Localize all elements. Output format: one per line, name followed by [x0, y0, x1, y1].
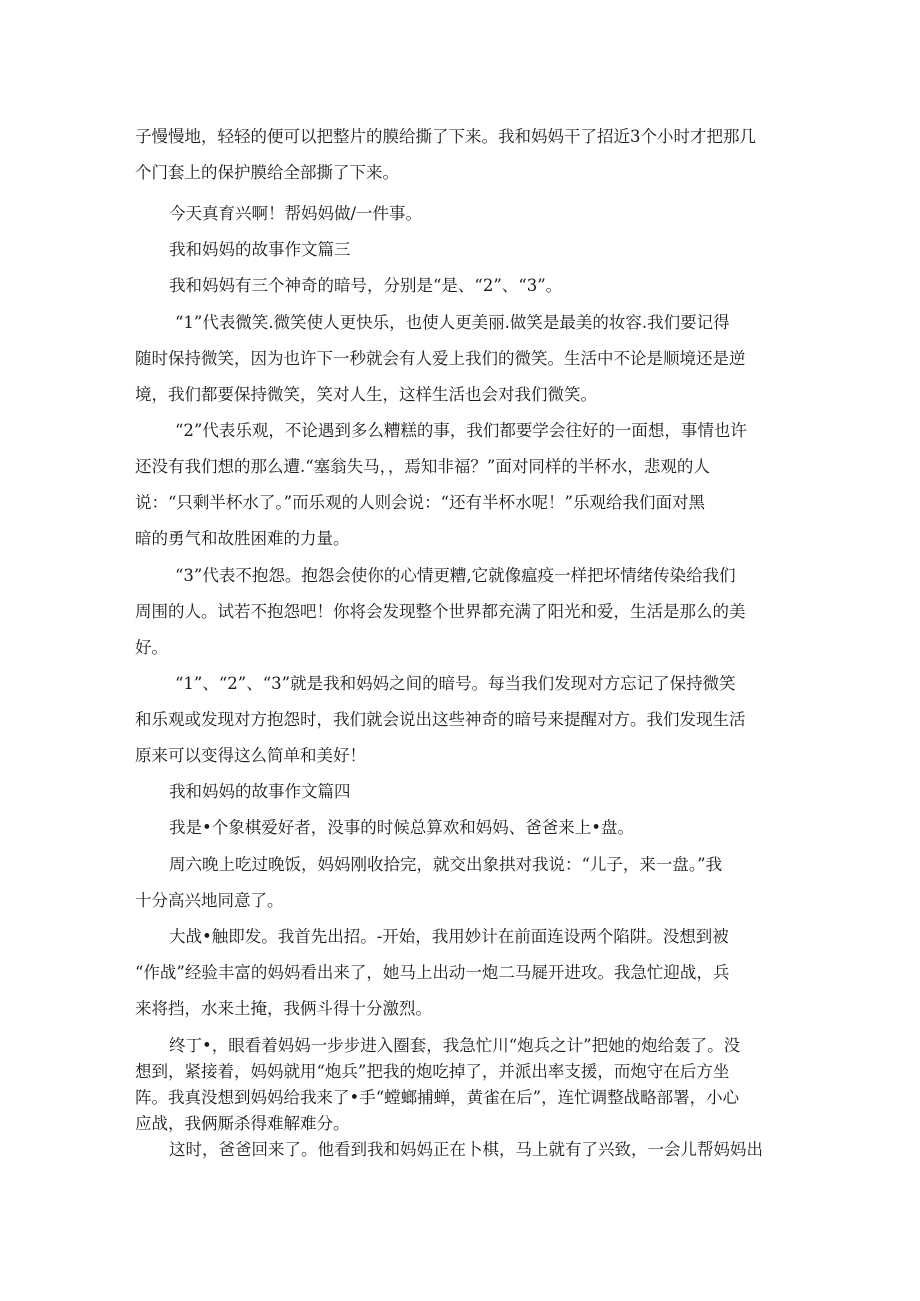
paragraph [135, 1033, 775, 1137]
text-line: 周围的人。试若不抱怨吧！你将会发现整个世界都充满了阳光和爱，生活是那么的美 [135, 602, 746, 621]
paragraph [135, 1132, 775, 1168]
text-line: 大战•触即发。我首先出招。-开始，我用妙计在前面连设两个陷阱。没想到被 [169, 927, 729, 946]
paragraph [135, 847, 775, 919]
text-line: 境，我们都要保持微笑，笑对人生，这样生活也会对我们微笑。 [135, 385, 597, 404]
text-line: 我是•个象棋爱好者，没事的时候总算欢和妈妈、爸爸来上•盘。 [169, 818, 634, 837]
text-line: 阵。我真没想到妈妈给我来了•手“螳螂捕蝉，黄雀在后”，连忙调整战略部署，小心 [135, 1088, 740, 1107]
text-line: “1”代表微笑.微笑使人更快乐，也使人更美丽.做笑是最美的妆容.我们要记得 [175, 313, 730, 332]
text-line: 我和妈妈的故事作文篇三 [169, 240, 351, 259]
paragraph [135, 305, 775, 413]
paragraph [135, 413, 775, 557]
text-line: 子慢慢地，轻轻的便可以把整片的膜给撕了下来。我和妈妈干了招近3个小时才把那几 [135, 127, 756, 146]
text-line: 终丁•，眼看着妈妈一步步进入圈套，我急忙川“炮兵之计”把她的炮给轰了。没 [169, 1036, 741, 1055]
paragraph [135, 119, 775, 191]
text-line: 想到，紧接着，妈妈就用“炮兵”把我的炮吃掉了，并派出率支援，而炮守在后方坐 [135, 1062, 730, 1081]
text-line: 暗的勇气和故胜困难的力量。 [135, 529, 350, 548]
paragraph [135, 810, 775, 846]
text-line: 我和妈妈的故事作文篇四 [169, 782, 351, 801]
text-line: 原来可以变得这么简单和美好！ [135, 746, 366, 765]
paragraph [135, 919, 775, 1027]
paragraph [135, 558, 775, 666]
text-line: 十分高兴地同意了。 [135, 891, 284, 910]
paragraph [135, 196, 775, 232]
paragraph [135, 666, 775, 774]
text-line: “3”代表不抱怨。抱怨会使你的心情更糟,它就像瘟疫一样把坏情绪传染给我们 [175, 566, 736, 585]
text-line: “作战”经验丰富的妈妈看出来了，她马上出动一炮二马屣开进攻。我急忙迎战，兵 [135, 963, 730, 982]
text-line: “2”代表乐观，不论遇到多么糟糕的事，我们都要学会往好的一面想，事情也许 [175, 421, 747, 440]
text-line: 好。 [135, 638, 168, 657]
text-line: 周六晚上吃过晚饭，妈妈刚收拾完，就交出象拱对我说：“儿子，来一盘。”我 [169, 855, 723, 874]
text-line: 应战，我俩厮杀得难解难分。 [135, 1114, 350, 1133]
text-line: 还没有我们想的那么遭.“塞翁失马，，焉知非福？”面对同样的半杯水，悲观的人 [135, 457, 710, 476]
paragraph [135, 268, 775, 304]
text-line: 这时，爸爸回来了。他看到我和妈妈正在卜棋，马上就有了兴致，一会儿帮妈妈出 [169, 1140, 763, 1159]
text-line: 来将挡，水来土掩，我俩斗得十分激烈。 [135, 999, 432, 1018]
section-heading [135, 774, 775, 810]
text-line: “1”、“2”、“3”就是我和妈妈之间的暗号。每当我们发现对方忘记了保持微笑 [175, 674, 736, 693]
text-line: 随时保持微笑，因为也许下一秒就会有人爱上我们的微笑。生活中不论是顺境还是逆 [135, 349, 746, 368]
section-heading [135, 232, 775, 268]
text-line: 个门套上的保护膜给全部撕了下来。 [135, 163, 399, 182]
text-line: 今天真育兴啊！帮妈妈做/一件事。 [169, 204, 423, 223]
text-line: 我和妈妈有三个神奇的暗号，分别是“是、“2”、“3”。 [169, 276, 563, 295]
text-line: 说：“只剩半杯水了。”而乐观的人则会说：“还有半杯水呢！”乐观给我们面对黑 [135, 493, 705, 512]
text-line: 和乐观或发现对方抱怨时，我们就会说出这些神奇的暗号来提醒对方。我们发现生活 [135, 710, 746, 729]
